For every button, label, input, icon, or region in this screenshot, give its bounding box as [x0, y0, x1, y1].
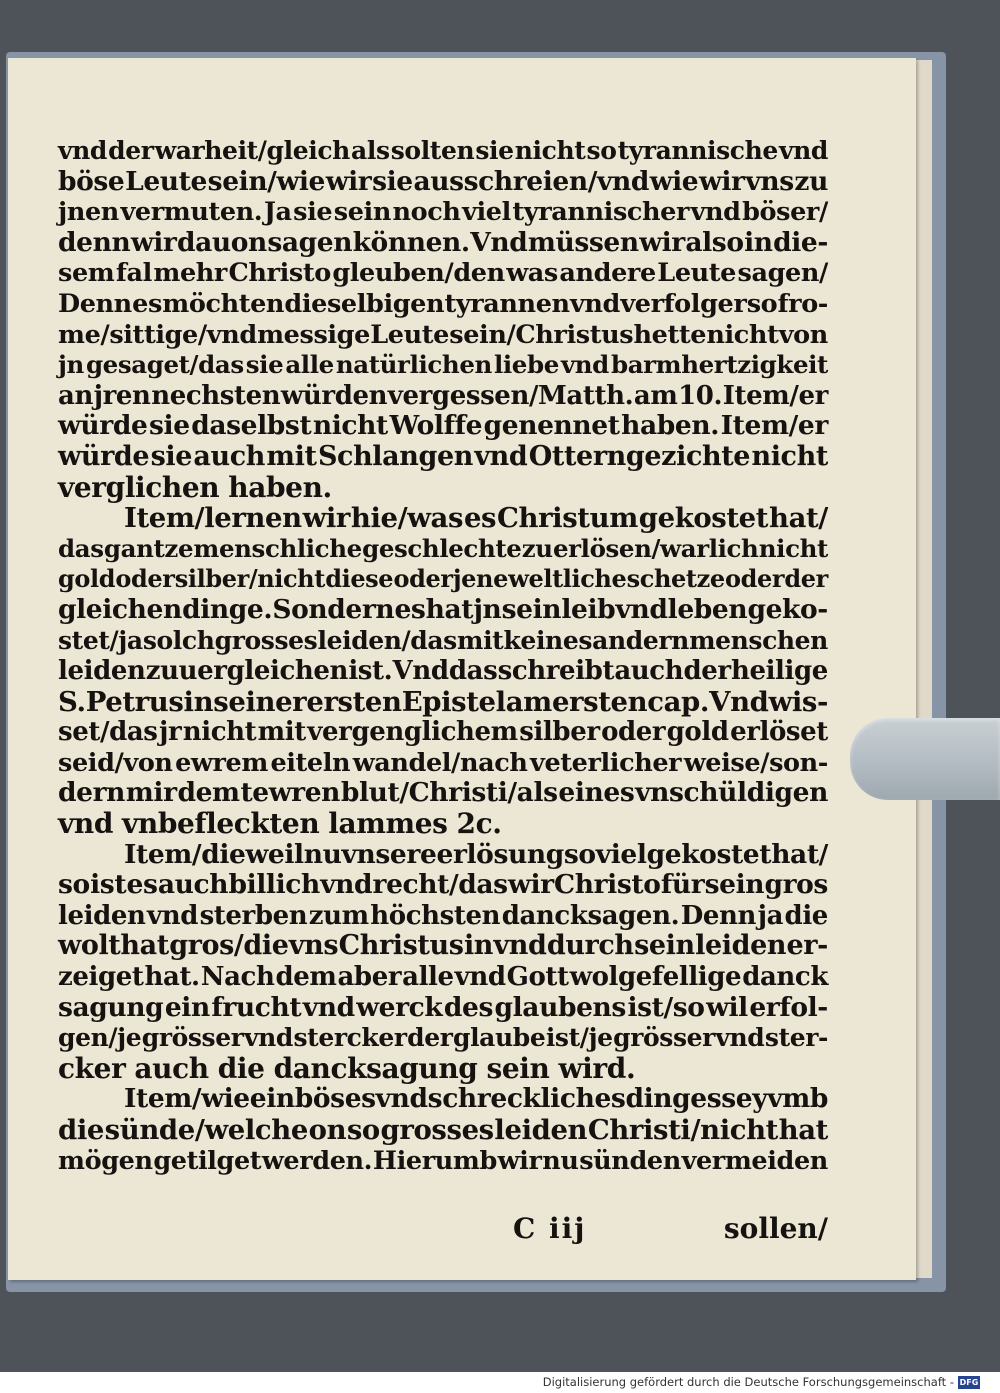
- text-line: stet/ja solch grosses leiden/das mit keines andern menschen: [58, 625, 828, 655]
- text-line: denn wir dauon sagen können. Vnd müssen wir also in die-: [58, 226, 828, 258]
- glass-clip: [850, 718, 1000, 800]
- text-line: S. Petrus in seiner ersten Epistel am ersten cap. Vnd wis-: [58, 685, 828, 718]
- text-line: jnen vermuten. Ja sie sein noch viel tyrannischer vnd böser/: [58, 197, 828, 228]
- text-line: würde sie daselbst nicht Wolffe genennet haben. Item/er: [58, 410, 828, 442]
- text-line: seid/von ewrem eiteln wandel/nach veterlicher weise/son-: [58, 747, 828, 778]
- text-line: Item/dieweil nu vnsere erlösung so viel gekostet hat/: [124, 838, 828, 870]
- text-line: die sünde/welche on so grosses leiden Christi/nicht hat: [58, 1114, 828, 1146]
- text-line: würde sie auch mit Schlangen vnd Otterngezichte nicht: [58, 440, 828, 472]
- text-line: vnd der warheit/gleich als solten sie nicht so tyrannische vnd: [58, 136, 828, 165]
- text-line: mögen getilget werden. Hierumb wir nu sünden vermeiden: [58, 1145, 828, 1176]
- text-line: zeiget hat. Nach dem aber alle vnd Gott wolgefellige danck: [58, 962, 828, 993]
- dfg-logo-icon: DFG: [959, 1378, 979, 1387]
- text-line: das gantze menschliche geschlechte zu erlösen/warlich nicht: [58, 533, 828, 563]
- text-line: böse Leute sein/wie wir sie ausschreien/vnd wie wir vns zu: [58, 165, 828, 197]
- text-line: me/sittige/vnd messige Leute sein/Christus hette nicht von: [58, 319, 828, 350]
- text-line: gen/je grösser vnd stercker der glaube ist/je grösser vnd ster-: [58, 1023, 828, 1053]
- page-foot: [58, 1212, 828, 1244]
- text-line: an jren nechsten würden vergessen/Matth. am 10. Item/er: [58, 380, 828, 411]
- text-line: Denn es möchten dieselbigen tyrannen vnd verfolger so fro-: [58, 288, 828, 319]
- text-line: vnd vnbefleckten lammes 2c.: [58, 807, 502, 841]
- text-line: Item/wie ein böses vnd schreckliches ding es sey vmb: [124, 1083, 828, 1115]
- text-line: gold oder silber/nicht diese oder jene weltliche schetze oder der: [58, 564, 828, 594]
- text-line: cker auch die dancksagung sein wird.: [58, 1051, 636, 1085]
- text-line: leiden vnd sterben zum höchsten dancksagen. Denn ja die: [58, 900, 828, 931]
- text-line: sem fal mehr Christo gleuben/den was andere Leute sagen/: [58, 258, 828, 289]
- text-line: leiden zuuergleichen ist. Vnd das schreibt auch der heilige: [58, 656, 828, 687]
- text-line: verglichen haben.: [58, 470, 332, 504]
- signature-mark: C iij: [513, 1212, 587, 1245]
- text-line: dern mir dem tewren blut/Christi/als eines vnschüldigen: [58, 777, 828, 809]
- text-line: jn gesaget/das sie alle natürlichen liebe vnd barmhertzigkeit: [58, 350, 828, 380]
- text-line: wolthat gros/die vns Christus in vnd durch sein leiden er-: [58, 930, 828, 962]
- page-text: [58, 136, 828, 1176]
- text-line: so ist es auch billich vnd recht/das wir Christo für sein gros: [58, 869, 828, 901]
- footer-bar: [0, 1372, 1000, 1393]
- text-line: Item/lernen wir hie/was es Christum gekostet hat/: [124, 502, 828, 535]
- text-line: sagung ein frucht vnd werck des glaubens ist/so wil erfol-: [58, 991, 828, 1023]
- catchword: sollen/: [723, 1212, 828, 1245]
- text-line: set/das jr nicht mit vergenglichem silber oder gold erlöset: [58, 717, 828, 748]
- funding-note: Digitalisierung gefördert durch die Deutsche Forschungsgemeinschaft -: [542, 1375, 954, 1389]
- text-line: gleichen dinge. Sondern es hat jn sein leib vnd leben geko-: [58, 593, 828, 625]
